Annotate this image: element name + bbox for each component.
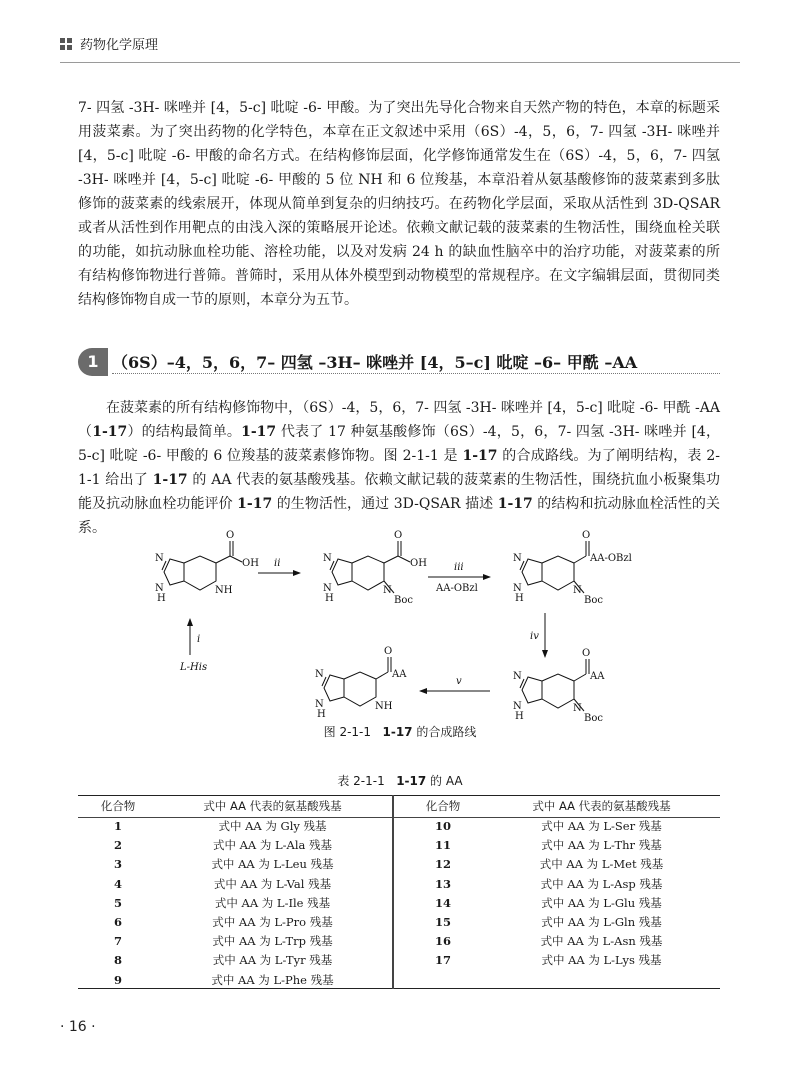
- residue-description: 式中 AA 为 L-Phe 残基: [211, 972, 334, 987]
- svg-text:O: O: [394, 530, 403, 541]
- header-residue: 式中 AA 代表的氨基酸残基: [203, 799, 342, 813]
- arrow-step-iv: [530, 613, 545, 657]
- synthesis-scheme: [150, 530, 632, 724]
- svg-text:N: N: [155, 583, 164, 594]
- svg-text:H: H: [515, 593, 524, 604]
- svg-text:iii: iii: [454, 562, 464, 573]
- section-dotted-rule: [112, 373, 720, 374]
- section-number: 1: [78, 348, 108, 376]
- structure-5-product: [315, 646, 407, 720]
- compound-number: 12: [434, 857, 451, 872]
- svg-text:H: H: [325, 593, 334, 604]
- amino-acid-table: [78, 795, 720, 989]
- svg-text:O: O: [582, 530, 591, 541]
- residue-description: 式中 AA 为 L-Leu 残基: [211, 857, 334, 872]
- table-header-row: [78, 795, 387, 817]
- residue-description: 式中 AA 为 L-Met 残基: [539, 857, 664, 872]
- structure-4-boc-amide: [513, 648, 605, 724]
- header-compound: 化合物: [100, 799, 136, 813]
- svg-text:AA-OBzl: AA-OBzl: [436, 583, 478, 594]
- svg-text:AA: AA: [392, 669, 407, 680]
- table-row: [78, 951, 387, 970]
- residue-description: 式中 AA 为 L-Tyr 残基: [212, 953, 333, 968]
- table-row: [403, 836, 720, 855]
- table-row: [403, 875, 720, 894]
- table-row: [78, 817, 387, 836]
- structure-3-boc-ester: [513, 530, 632, 606]
- table-row: [78, 894, 387, 913]
- svg-text:N: N: [573, 585, 582, 596]
- residue-description: 式中 AA 为 L-Trp 残基: [212, 934, 333, 949]
- table-row: [403, 894, 720, 913]
- table-row: [403, 855, 720, 874]
- arrow-step-iii: [428, 562, 490, 594]
- body-paragraph: 在菠菜素的所有结构修饰物中，（6S）-4，5，6，7- 四氢 -3H- 咪唑并 [4，5-c] 吡啶 -6- 甲酰 -AA（1-17）的结构最简单。1-17 代表了 17 种氨基酸修饰（6S）-4，5，6，7- 四氢 -3H- 咪唑并 [4，5-c] 吡啶 -6- 甲酸的 6 位羧基的菠菜素修饰物。图 2-1-1 是 1-17 的合成路线。为了阐明结构，表 2-1-1 给出了 1-17 的 AA 代表的氨基酸残基。依赖文献记载的菠菜素的生物活性，围绕抗血小板聚集功能及抗动脉血栓功能评价 1-17 的生物活性，通过 3D-QSAR 描述 1-17 的结构和抗动脉血栓活性的关系。: [78, 400, 721, 536]
- section-heading: [78, 348, 720, 376]
- residue-description: 式中 AA 为 L-Ser 残基: [541, 819, 662, 833]
- residue-description: 式中 AA 为 L-Thr 残基: [541, 838, 662, 853]
- compound-number: 13: [434, 876, 451, 891]
- svg-text:N: N: [513, 701, 522, 712]
- table-left-half: [78, 795, 387, 990]
- residue-description: 式中 AA 为 L-Asn 残基: [540, 934, 663, 949]
- table-row: [78, 875, 387, 894]
- svg-text:Boc: Boc: [584, 713, 603, 724]
- compound-number: 3: [113, 857, 122, 872]
- intro-paragraph: 7- 四氢 -3H- 咪唑并 [4，5-c] 吡啶 -6- 甲酸。为了突出先导化合物来自天然产物的特色，本章的标题采用菠菜素。为了突出药物的化学特色，本章在正文叙述中采用（6S）-4，5，6，7- 四氢 -3H- 咪唑并 [4，5-c] 吡啶 -6- 甲酸的命名方式。在结构修饰层面，化学修饰通常发生在（6S）-4，5，6，7- 四氢 -3H- 咪唑并 [4，5-c] 吡啶 -6- 甲酸的 5 位 NH 和 6 位羧基，本章沿着从氨基酸修饰的菠菜素到多肽修饰的菠菜素的线索展开，体现从简单到复杂的归纳技巧。在药物化学层面，采取从活性到 3D-QSAR 或者从活性到作用靶点的由浅入深的策略展开论述。依赖文献记载的菠菜素的生物活性，围绕血栓关联的功能，如抗动脉血栓功能、溶栓功能，以及对发病 24 h 的缺血性脑卒中的治疗功能，对菠菜素的所有结构修饰物进行普筛。普筛时，采用从体外模型到动物模型的常规程序。在文字编辑层面，贯彻同类结构修饰物自成一节的原则，本章分为五节。: [78, 100, 720, 308]
- residue-description: 式中 AA 为 L-Glu 残基: [541, 895, 662, 910]
- compound-number: 15: [434, 914, 451, 929]
- compound-number: 4: [113, 876, 122, 891]
- table-row: [403, 913, 720, 932]
- compound-number: 6: [113, 914, 122, 929]
- compound-number: 1: [113, 819, 122, 833]
- svg-text:H: H: [157, 593, 166, 604]
- svg-text:OH: OH: [242, 558, 259, 569]
- svg-text:N: N: [513, 553, 522, 564]
- residue-description: 式中 AA 为 L-Ile 残基: [214, 895, 331, 910]
- svg-text:N: N: [323, 553, 332, 564]
- figure-caption: 图 2-1-1 1-17 的合成路线: [323, 725, 477, 739]
- compound-number: 5: [113, 895, 122, 910]
- svg-text:iv: iv: [530, 631, 539, 642]
- svg-text:AA: AA: [590, 671, 605, 682]
- table-caption: 表 2-1-1 1-17 的 AA: [337, 774, 463, 788]
- table-header-row: [403, 795, 720, 817]
- residue-description: 式中 AA 为 L-Ala 残基: [212, 838, 333, 853]
- compound-number: 16: [434, 934, 451, 949]
- svg-text:L-His: L-His: [180, 662, 208, 673]
- page-number: · 16 ·: [60, 1019, 96, 1035]
- table-row: [403, 951, 720, 970]
- table-row: [403, 932, 720, 951]
- svg-text:N: N: [315, 699, 324, 710]
- running-header: [60, 34, 158, 53]
- svg-text:H: H: [515, 711, 524, 722]
- svg-text:Boc: Boc: [584, 595, 603, 606]
- arrow-step-v: [420, 676, 490, 691]
- header-rule: [60, 62, 740, 63]
- compound-number: 10: [434, 819, 451, 833]
- svg-text:NH: NH: [375, 701, 393, 712]
- compound-number: 7: [113, 934, 122, 949]
- svg-text:O: O: [226, 530, 235, 541]
- residue-description: 式中 AA 为 L-Lys 残基: [541, 953, 662, 968]
- table-right-half: [403, 795, 720, 971]
- header-residue: 式中 AA 代表的氨基酸残基: [532, 799, 671, 813]
- svg-text:N: N: [573, 703, 582, 714]
- svg-text:O: O: [582, 648, 591, 659]
- svg-text:OH: OH: [410, 558, 427, 569]
- table-row: [403, 817, 720, 836]
- section-title: （6S）–4，5，6，7– 四氢 –3H– 咪唑并 [4，5–c] 吡啶 –6– 甲酰 –AA: [112, 353, 638, 372]
- table-row: [78, 913, 387, 932]
- book-grid-icon: [60, 38, 72, 50]
- compound-number: 14: [434, 895, 451, 910]
- svg-text:N: N: [155, 553, 164, 564]
- svg-text:AA-OBzl: AA-OBzl: [590, 553, 632, 564]
- residue-description: 式中 AA 为 L-Gln 残基: [541, 914, 662, 929]
- svg-text:NH: NH: [215, 585, 233, 596]
- svg-text:O: O: [384, 646, 393, 657]
- table-divider: [392, 795, 394, 989]
- arrow-step-i: [179, 619, 207, 673]
- compound-number: 9: [113, 972, 122, 987]
- svg-text:N: N: [513, 671, 522, 682]
- table-row: [78, 932, 387, 951]
- svg-text:N: N: [323, 583, 332, 594]
- svg-text:N: N: [315, 669, 324, 680]
- svg-text:Boc: Boc: [394, 595, 413, 606]
- compound-number: 8: [113, 953, 122, 968]
- arrow-step-ii: [258, 558, 300, 573]
- residue-description: 式中 AA 为 L-Val 残基: [213, 876, 332, 891]
- svg-text:N: N: [383, 585, 392, 596]
- structure-1-acid: [155, 530, 259, 604]
- svg-text:v: v: [456, 676, 462, 687]
- book-title: 药物化学原理: [80, 38, 159, 53]
- table-row: [78, 971, 387, 990]
- compound-number: 17: [434, 953, 451, 968]
- residue-description: 式中 AA 为 L-Pro 残基: [212, 914, 333, 929]
- svg-text:ii: ii: [274, 558, 281, 569]
- compound-number: 2: [113, 838, 122, 853]
- structure-2-boc-acid: [323, 530, 427, 606]
- svg-text:i: i: [197, 634, 201, 645]
- svg-text:H: H: [317, 709, 326, 720]
- table-row: [78, 836, 387, 855]
- table-row: [78, 855, 387, 874]
- residue-description: 式中 AA 为 L-Asp 残基: [540, 876, 663, 891]
- header-compound: 化合物: [425, 799, 461, 813]
- compound-number: 11: [434, 838, 451, 853]
- svg-text:N: N: [513, 583, 522, 594]
- residue-description: 式中 AA 为 Gly 残基: [218, 819, 327, 833]
